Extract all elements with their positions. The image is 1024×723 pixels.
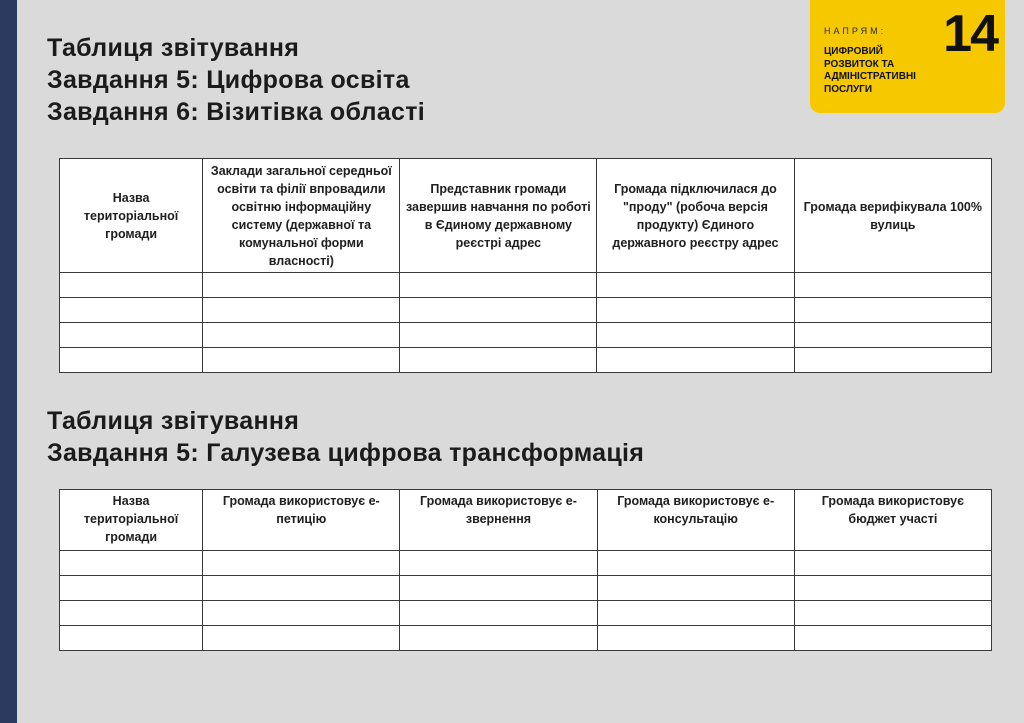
table-cell[interactable]	[400, 348, 597, 373]
table-cell[interactable]	[60, 323, 203, 348]
table-cell[interactable]	[794, 626, 991, 651]
badge-text-line: АДМІНІСТРАТИВНІ	[824, 71, 916, 82]
table-cell[interactable]	[597, 273, 794, 298]
table-cell[interactable]	[60, 626, 203, 651]
table-cell[interactable]	[597, 348, 794, 373]
table-cell[interactable]	[400, 576, 597, 601]
direction-badge	[810, 0, 1005, 113]
table-cell[interactable]	[794, 601, 991, 626]
badge-number: 14	[943, 5, 997, 63]
table-cell[interactable]	[60, 551, 203, 576]
table-cell[interactable]	[400, 601, 597, 626]
badge-text-line: ЦИФРОВИЙ	[824, 46, 883, 57]
table-cell[interactable]	[203, 576, 400, 601]
table-cell[interactable]	[400, 298, 597, 323]
table-cell[interactable]	[203, 601, 400, 626]
table-row	[60, 576, 992, 601]
table-row	[60, 601, 992, 626]
badge-label: НАПРЯМ:	[824, 26, 887, 36]
column-header-community-name: Назва територіальної громади	[60, 159, 203, 273]
column-header-community-name: Назва територіальної громади	[60, 490, 203, 551]
column-header-education-system: Заклади загальної середньої освіти та філії впровадили освітню інформаційну систему (державної та комунальної форми власності)	[203, 159, 400, 273]
table-row	[60, 626, 992, 651]
column-header-e-petition: Громада використовує е-петицію	[203, 490, 400, 551]
column-header-e-consultation: Громада використовує е-консультацію	[597, 490, 794, 551]
table-cell[interactable]	[794, 551, 991, 576]
table-cell[interactable]	[60, 273, 203, 298]
table-cell[interactable]	[794, 323, 991, 348]
table-cell[interactable]	[60, 348, 203, 373]
section1-title-line: Таблиця звітування	[47, 34, 300, 62]
section2-title	[47, 405, 644, 469]
table-cell[interactable]	[597, 323, 794, 348]
table-cell[interactable]	[203, 298, 400, 323]
table-cell[interactable]	[400, 273, 597, 298]
table-cell[interactable]	[400, 626, 597, 651]
table-cell[interactable]	[203, 551, 400, 576]
table-row	[60, 551, 992, 576]
table-cell[interactable]	[794, 273, 991, 298]
badge-text-line: ПОСЛУГИ	[824, 83, 873, 95]
table-cell[interactable]	[597, 576, 794, 601]
table-cell[interactable]	[60, 576, 203, 601]
table-row	[60, 298, 992, 323]
report-table-1	[59, 158, 992, 373]
table-cell[interactable]	[597, 298, 794, 323]
table-cell[interactable]	[400, 551, 597, 576]
column-header-prod-connected: Громада підключилася до "проду" (робоча версія продукту) Єдиного державного реєстру адрес	[597, 159, 794, 273]
table-cell[interactable]	[60, 601, 203, 626]
table-cell[interactable]	[794, 348, 991, 373]
section1-title-line: Завдання 5: Цифрова освіта	[47, 66, 410, 94]
table-cell[interactable]	[203, 323, 400, 348]
table-cell[interactable]	[794, 298, 991, 323]
table-cell[interactable]	[597, 626, 794, 651]
section2-title-line: Таблиця звітування	[47, 407, 300, 435]
left-accent-bar	[0, 0, 17, 723]
column-header-participatory-budget: Громада використовує бюджет участі	[794, 490, 991, 551]
badge-text-line: РОЗВИТОК ТА	[824, 58, 895, 70]
table-row	[60, 348, 992, 373]
table-row	[60, 273, 992, 298]
table-cell[interactable]	[203, 348, 400, 373]
table-header-row	[60, 159, 992, 273]
column-header-streets-verified: Громада верифікувала 100% вулиць	[794, 159, 991, 273]
table-cell[interactable]	[794, 576, 991, 601]
table-cell[interactable]	[203, 273, 400, 298]
table-cell[interactable]	[597, 601, 794, 626]
badge-text	[824, 46, 974, 96]
table-row	[60, 323, 992, 348]
table-cell[interactable]	[60, 298, 203, 323]
table-header-row	[60, 490, 992, 551]
table-cell[interactable]	[400, 323, 597, 348]
section2-title-line: Завдання 5: Галузева цифрова трансформація	[47, 439, 645, 467]
section1-title-line: Завдання 6: Візитівка області	[47, 98, 425, 126]
section1-title	[47, 32, 425, 128]
table-cell[interactable]	[203, 626, 400, 651]
column-header-e-appeal: Громада використовує е-звернення	[400, 490, 597, 551]
table-cell[interactable]	[597, 551, 794, 576]
column-header-training-completed: Представник громади завершив навчання по роботі в Єдиному державному реєстрі адрес	[400, 159, 597, 273]
report-table-2	[59, 489, 992, 651]
